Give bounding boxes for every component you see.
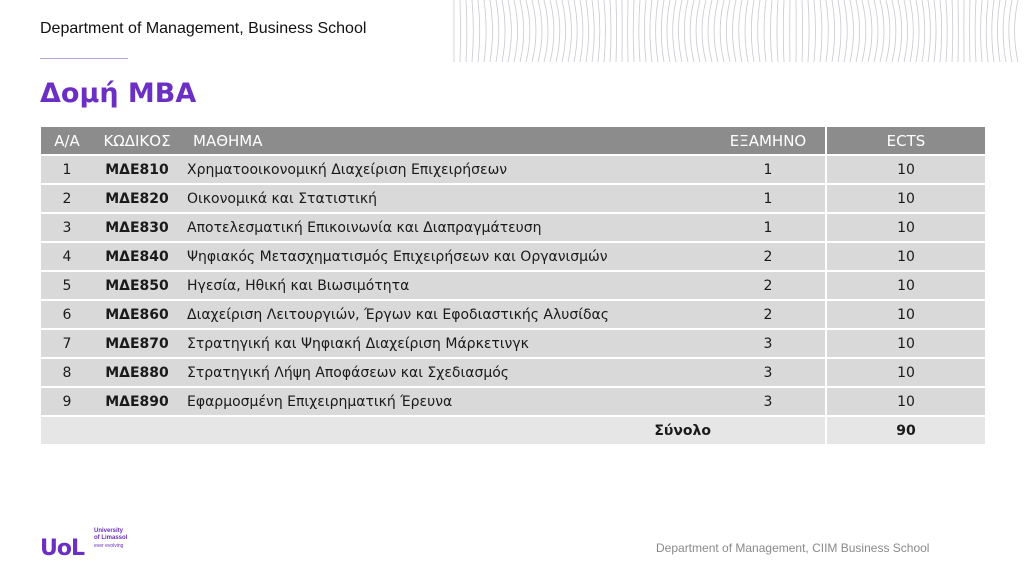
cell-course: Χρηματοοικονομική Διαχείριση Επιχειρήσεων — [181, 156, 711, 185]
cell-course: Ηγεσία, Ηθική και Βιωσιμότητα — [181, 272, 711, 301]
cell-ects: 10 — [827, 388, 985, 417]
cell-semester: 2 — [711, 272, 827, 301]
cell-no: 9 — [41, 388, 93, 417]
cell-semester: 1 — [711, 156, 827, 185]
page-title: Δομή MBA — [40, 78, 197, 109]
cell-no: 7 — [41, 330, 93, 359]
cell-course: Εφαρμοσμένη Επιχειρηματική Έρευνα — [181, 388, 711, 417]
logo-mark: UoL — [40, 536, 84, 561]
cell-code: ΜΔΕ870 — [93, 330, 181, 359]
cell-code: ΜΔΕ830 — [93, 214, 181, 243]
cell-semester: 1 — [711, 214, 827, 243]
header-divider — [40, 58, 128, 59]
logo-tagline: ever evolving — [94, 543, 124, 549]
logo-text-limassol: of Limassol — [94, 535, 128, 541]
cell-code: ΜΔΕ810 — [93, 156, 181, 185]
cell-semester: 3 — [711, 359, 827, 388]
cell-no: 8 — [41, 359, 93, 388]
table-row — [41, 301, 985, 330]
cell-no: 1 — [41, 156, 93, 185]
cell-course: Ψηφιακός Μετασχηματισμός Επιχειρήσεων και Οργανισμών — [181, 243, 711, 272]
decorative-wave-pattern — [450, 0, 1024, 62]
cell-code: ΜΔΕ880 — [93, 359, 181, 388]
cell-code: ΜΔΕ860 — [93, 301, 181, 330]
footer-text: Department of Management, CIIM Business School — [656, 541, 930, 555]
cell-no: 3 — [41, 214, 93, 243]
cell-ects: 10 — [827, 185, 985, 214]
cell-semester: 3 — [711, 388, 827, 417]
total-ects: 90 — [827, 417, 985, 446]
logo-text-university: University — [94, 528, 124, 534]
cell-ects: 10 — [827, 330, 985, 359]
cell-course: Στρατηγική Λήψη Αποφάσεων και Σχεδιασμός — [181, 359, 711, 388]
cell-no: 6 — [41, 301, 93, 330]
column-header-no: Α/Α — [41, 127, 93, 156]
cell-ects: 10 — [827, 243, 985, 272]
cell-semester: 3 — [711, 330, 827, 359]
table-row — [41, 359, 985, 388]
cell-course: Αποτελεσματική Επικοινωνία και Διαπραγμάτευση — [181, 214, 711, 243]
cell-code: ΜΔΕ840 — [93, 243, 181, 272]
cell-ects: 10 — [827, 214, 985, 243]
column-header-course: ΜΑΘΗΜΑ — [181, 127, 711, 156]
table-row — [41, 243, 985, 272]
cell-ects: 10 — [827, 301, 985, 330]
cell-course: Διαχείριση Λειτουργιών, Έργων και Εφοδιαστικής Αλυσίδας — [181, 301, 711, 330]
cell-no: 5 — [41, 272, 93, 301]
column-header-ects: ECTS — [827, 127, 985, 156]
total-row — [41, 417, 985, 446]
cell-ects: 10 — [827, 156, 985, 185]
cell-semester: 2 — [711, 243, 827, 272]
cell-ects: 10 — [827, 272, 985, 301]
column-header-semester: ΕΞΑΜΗΝΟ — [711, 127, 827, 156]
cell-no: 2 — [41, 185, 93, 214]
cell-semester: 1 — [711, 185, 827, 214]
table-row — [41, 272, 985, 301]
cell-course: Στρατηγική και Ψηφιακή Διαχείριση Μάρκετινγκ — [181, 330, 711, 359]
total-label: Σύνολο — [41, 417, 711, 446]
cell-ects: 10 — [827, 359, 985, 388]
cell-no: 4 — [41, 243, 93, 272]
table-row — [41, 214, 985, 243]
table-row — [41, 185, 985, 214]
mba-structure-table — [41, 127, 985, 446]
cell-code: ΜΔΕ850 — [93, 272, 181, 301]
table-row — [41, 156, 985, 185]
cell-course: Οικονομικά και Στατιστική — [181, 185, 711, 214]
cell-semester: 2 — [711, 301, 827, 330]
column-header-code: ΚΩΔΙΚΟΣ — [93, 127, 181, 156]
cell-code: ΜΔΕ820 — [93, 185, 181, 214]
total-semester-cell — [711, 417, 827, 446]
university-logo — [40, 528, 140, 564]
table-row — [41, 330, 985, 359]
table-row — [41, 388, 985, 417]
table-header-row — [41, 127, 985, 156]
cell-code: ΜΔΕ890 — [93, 388, 181, 417]
header-title: Department of Management, Business School — [40, 20, 367, 37]
